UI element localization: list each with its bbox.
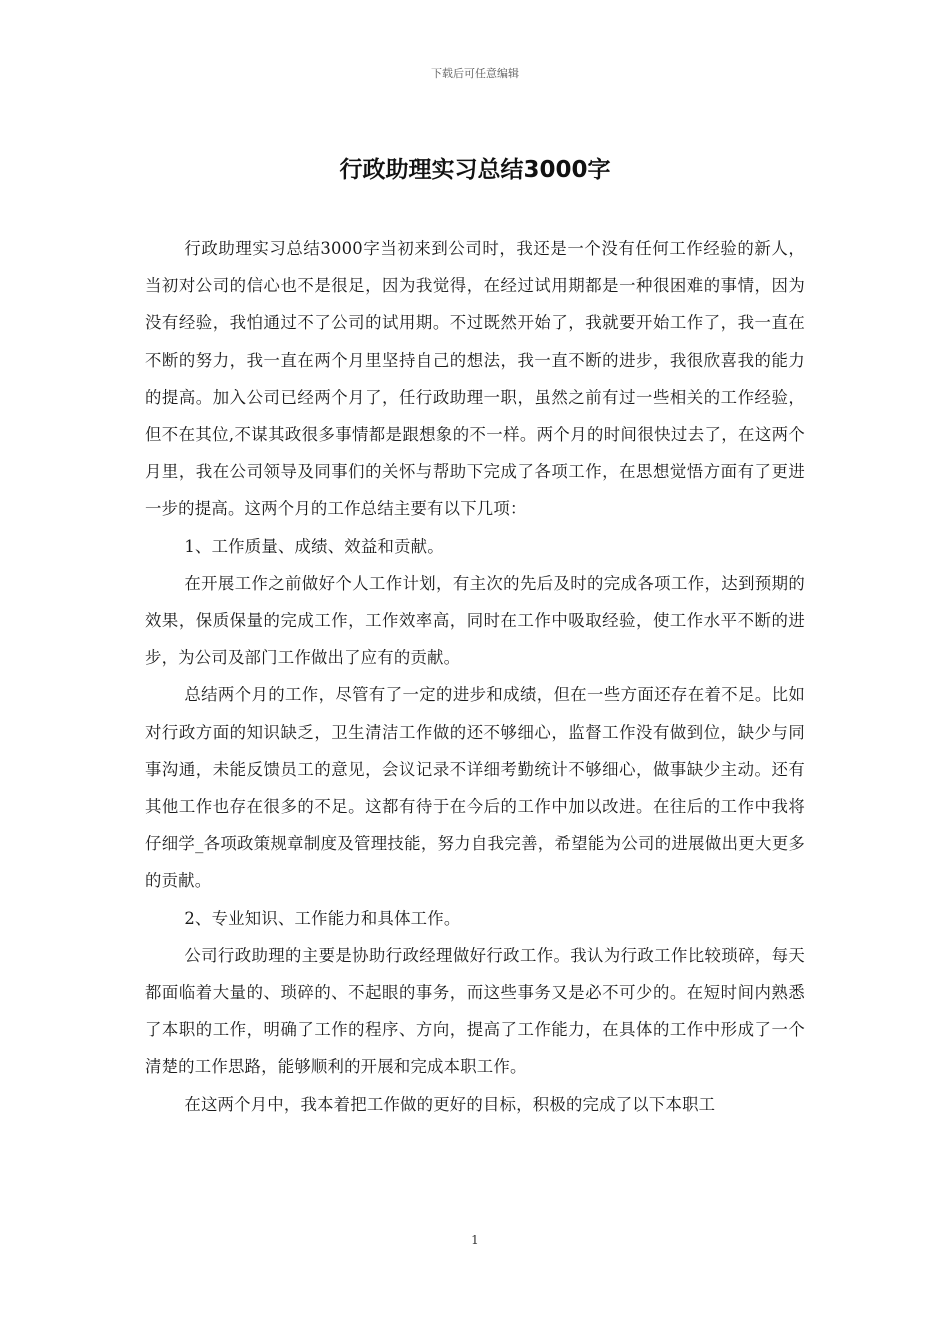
document-body <box>145 230 805 1123</box>
paragraph-shortcomings: 总结两个月的工作，尽管有了一定的进步和成绩，但在一些方面还存在着不足。比如对行政方面的知识缺乏，卫生清洁工作做的还不够细心，监督工作没有做到位，缺少与同事沟通，未能反馈员工的意见，会议记录不详细考勤统计不够细心，做事缺少主动。还有其他工作也存在很多的不足。这都有待于在今后的工作中加以改进。在往后的工作中我将仔细学_各项政策规章制度及管理技能，努力自我完善，希望能为公司的进展做出更大更多的贡献。 <box>145 685 805 891</box>
section-heading-2: 2、专业知识、工作能力和具体工作。 <box>184 908 461 928</box>
paragraph-duties-start: 在这两个月中，我本着把工作做的更好的目标，积极的完成了以下本职工 <box>184 1094 716 1114</box>
paragraph-intro: 行政助理实习总结3000字当初来到公司时，我还是一个没有任何工作经验的新人，当初对公司的信心也不是很足，因为我觉得，在经过试用期都是一种很困难的事情，因为没有经验，我怕通过不了公司的试用期。不过既然开始了，我就要开始工作了，我一直在不断的努力，我一直在两个月里坚持自己的想法，我一直不断的进步，我很欣喜我的能力的提高。加入公司已经两个月了，任行政助理一职，虽然之前有过一些相关的工作经验，但不在其位,不谋其政很多事情都是跟想象的不一样。两个月的时间很快过去了，在这两个月里，我在公司领导及同事们的关怀与帮助下完成了各项工作，在思想觉悟方面有了更进一步的提高。这两个月的工作总结主要有以下几项： <box>145 239 805 519</box>
paragraph-role-description: 公司行政助理的主要是协助行政经理做好行政工作。我认为行政工作比较琐碎，每天都面临着大量的、琐碎的、不起眼的事务，而这些事务又是必不可少的。在短时间内熟悉了本职的工作，明确了工作的程序、方向，提高了工作能力，在具体的工作中形成了一个清楚的工作思路，能够顺利的开展和完成本职工作。 <box>145 945 805 1077</box>
paragraph-work-plan: 在开展工作之前做好个人工作计划，有主次的先后及时的完成各项工作，达到预期的效果，保质保量的完成工作，工作效率高，同时在工作中吸取经验，使工作水平不断的进步，为公司及部门工作做出了应有的贡献。 <box>145 573 805 668</box>
document-title: 行政助理实习总结3000字 <box>339 157 611 183</box>
section-heading-1: 1、工作质量、成绩、效益和贡献。 <box>184 536 444 556</box>
page-header-note: 下载后可任意编辑 <box>431 67 519 80</box>
page-number: 1 <box>471 1233 479 1247</box>
